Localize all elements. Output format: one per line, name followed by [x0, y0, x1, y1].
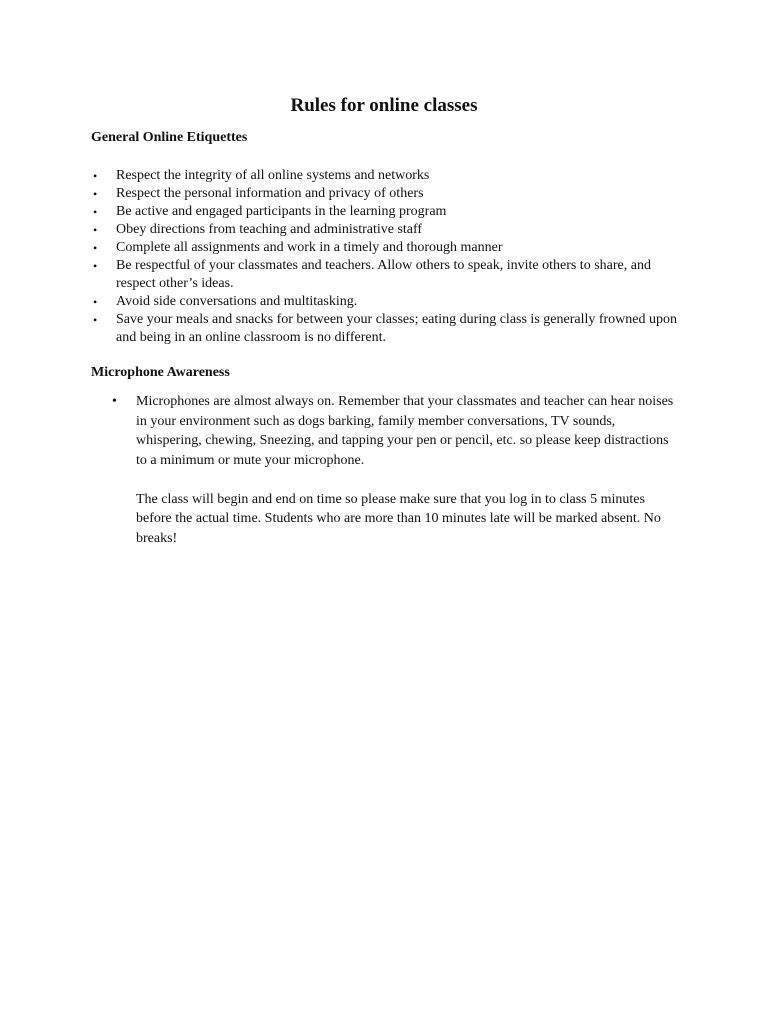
etiquette-list: [91, 167, 691, 347]
list-item: [91, 221, 691, 239]
section-heading-microphone: Microphone Awareness: [91, 365, 230, 380]
list-item-text: Be active and engaged participants in the learning program: [116, 204, 447, 219]
bullet-icon: •: [93, 241, 98, 255]
microphone-awareness-text: [136, 392, 682, 548]
section-heading-etiquettes: General Online Etiquettes: [91, 130, 248, 145]
page-title: Rules for online classes: [290, 95, 478, 116]
list-item: [91, 311, 691, 347]
bullet-icon: •: [93, 187, 98, 201]
list-item: [91, 185, 691, 203]
bullet-icon: •: [93, 295, 98, 309]
list-item-text: Complete all assignments and work in a timely and thorough manner: [116, 240, 503, 255]
list-item: [91, 293, 691, 311]
list-item: [91, 257, 691, 293]
microphone-awareness-item: [112, 392, 682, 548]
list-item-text: Be respectful of your classmates and teachers. Allow others to speak, invite others to share, and respect other’s ideas.: [116, 258, 651, 291]
bullet-icon: •: [93, 259, 98, 273]
bullet-icon: •: [93, 169, 98, 183]
microphone-paragraph: Microphones are almost always on. Remember that your classmates and teacher can hear noises in your environment such as dogs barking, family member conversations, TV sounds, whispering, chewing, Sneezing, and tapping your pen or pencil, etc. so please keep distractions to a minimum or mute your microphone.: [136, 394, 674, 468]
bullet-icon: •: [93, 313, 98, 327]
list-item-text: Respect the personal information and privacy of others: [116, 186, 424, 201]
bullet-icon: •: [93, 205, 98, 219]
bullet-icon: •: [93, 223, 98, 237]
bullet-icon: •: [112, 394, 117, 409]
list-item: [91, 203, 691, 221]
list-item: [91, 239, 691, 257]
list-item-text: Avoid side conversations and multitasking.: [116, 294, 358, 309]
list-item-text: Respect the integrity of all online systems and networks: [116, 168, 430, 183]
punctuality-paragraph: The class will begin and end on time so please make sure that you log in to class 5 minutes before the actual time. Students who are more than 10 minutes late will be marked absent. No breaks!: [136, 491, 661, 546]
list-item-text: Obey directions from teaching and administrative staff: [116, 222, 423, 237]
list-item-text: Save your meals and snacks for between your classes; eating during class is generally frowned upon and being in an online classroom is no different.: [116, 312, 678, 345]
list-item: [91, 167, 691, 185]
